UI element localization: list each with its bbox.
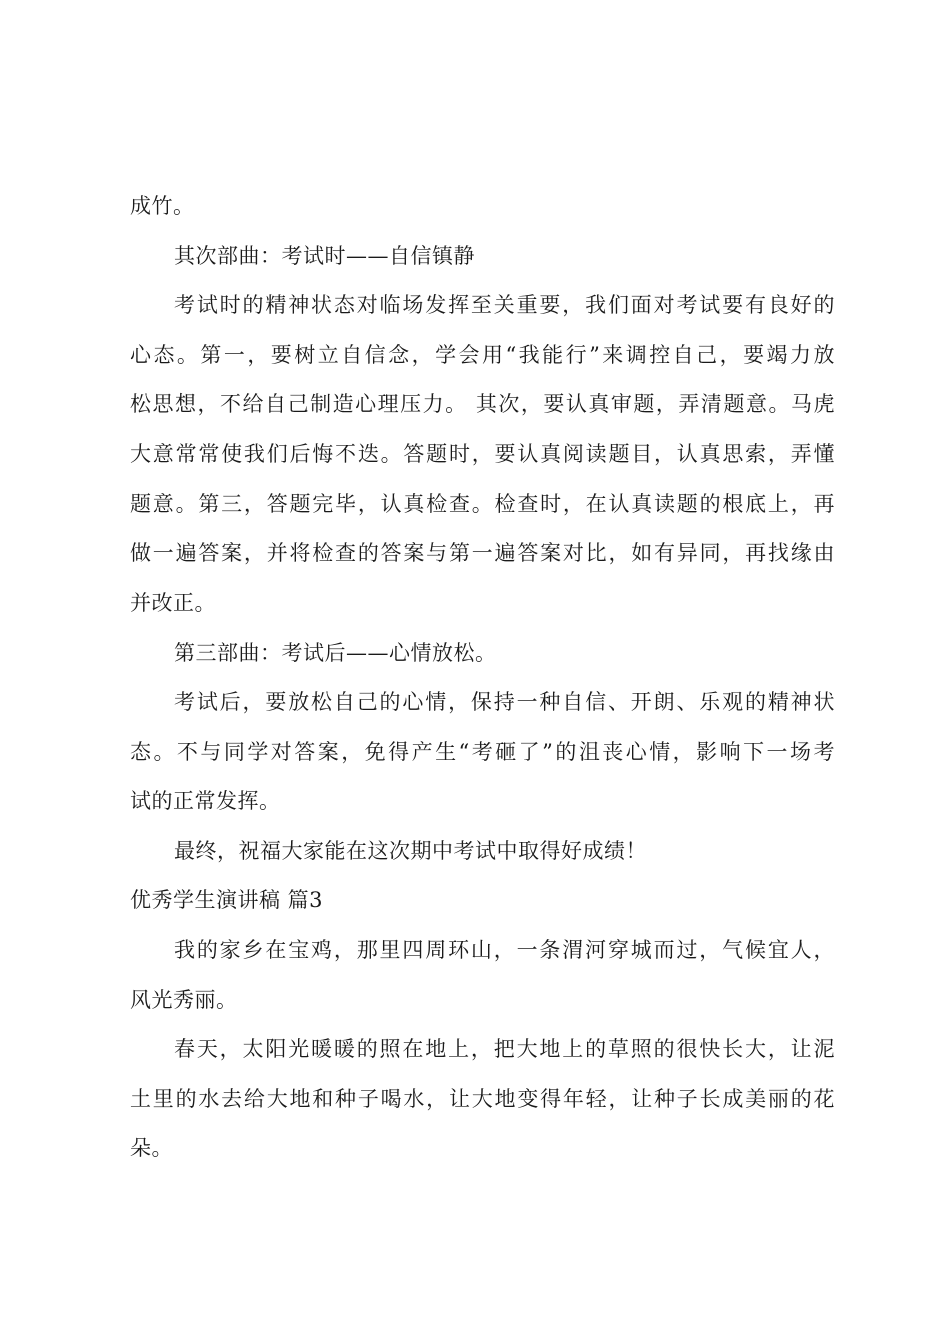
paragraph-line: 态。不与同学对答案，免得产生“考砸了”的沮丧心情，影响下一场考 <box>130 740 835 764</box>
paragraph-line: 松思想，不给自己制造心理压力。 其次，要认真审题，弄清题意。马虎 <box>130 392 835 416</box>
paragraph-line: 我的家乡在宝鸡，那里四周环山，一条渭河穿城而过，气候宜人， <box>174 938 835 962</box>
section-heading-after-exam: 第三部曲：考试后——心情放松。 <box>174 641 497 665</box>
paragraph-line: 朵。 <box>130 1136 173 1160</box>
article-title: 优秀学生演讲稿 篇3 <box>130 888 324 912</box>
paragraph-line: 土里的水去给大地和种子喝水，让大地变得年轻，让种子长成美丽的花 <box>130 1087 835 1111</box>
section-heading-during-exam: 其次部曲：考试时——自信镇静 <box>174 244 475 268</box>
paragraph-line: 春天，太阳光暖暖的照在地上，把大地上的草照的很快长大，让泥 <box>174 1037 835 1061</box>
closing-line: 最终，祝福大家能在这次期中考试中取得好成绩！ <box>174 839 647 863</box>
paragraph-line: 考试后，要放松自己的心情，保持一种自信、开朗、乐观的精神状 <box>174 690 835 714</box>
paragraph-line: 试的正常发挥。 <box>130 789 281 813</box>
paragraph-line: 心态。第一，要树立自信念，学会用“我能行”来调控自己，要竭力放 <box>130 343 835 367</box>
paragraph-line: 大意常常使我们后悔不迭。答题时，要认真阅读题目，认真思索，弄懂 <box>130 442 835 466</box>
paragraph-line: 风光秀丽。 <box>130 988 238 1012</box>
paragraph-line: 题意。第三，答题完毕，认真检查。检查时，在认真读题的根底上，再 <box>130 492 835 516</box>
paragraph-line: 做一遍答案，并将检查的答案与第一遍答案对比，如有异同，再找缘由 <box>130 541 835 565</box>
paragraph-line: 并改正。 <box>130 591 216 615</box>
text-line-continuation: 成竹。 <box>130 194 195 218</box>
paragraph-line: 考试时的精神状态对临场发挥至关重要，我们面对考试要有良好的 <box>174 293 835 317</box>
